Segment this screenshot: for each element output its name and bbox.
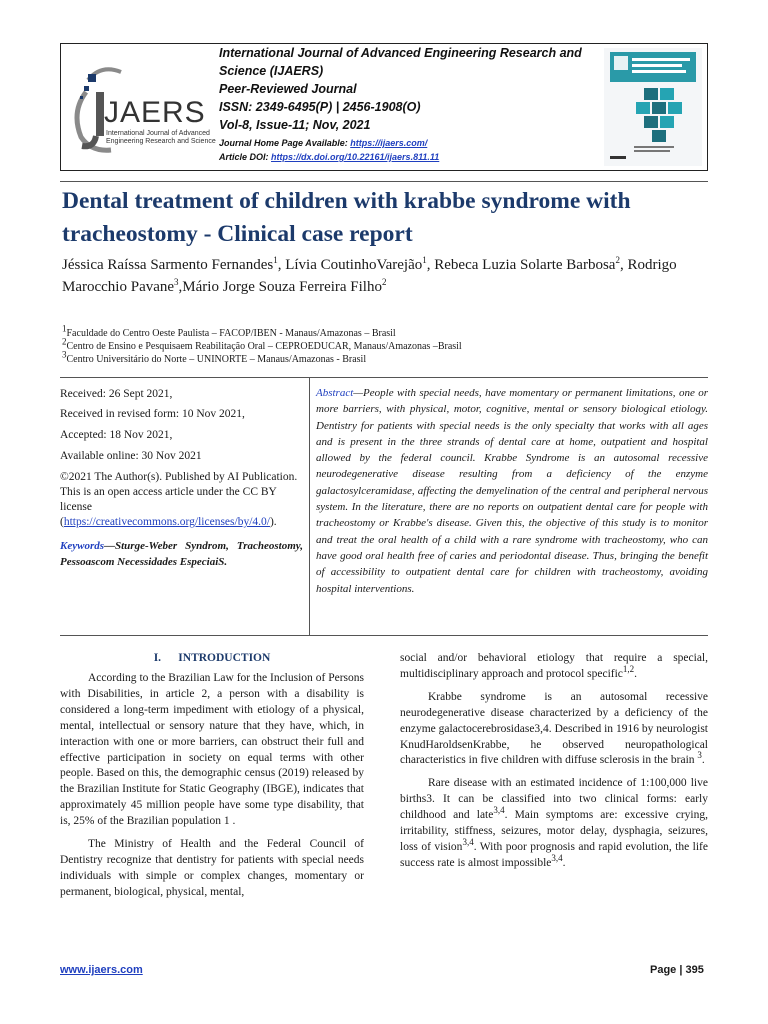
article-doi-label: Article DOI:	[219, 152, 272, 162]
journal-home-line	[219, 137, 427, 149]
intro-paragraph-3-end: .	[634, 667, 638, 680]
author-list: Jéssica Raíssa Sarmento Fernandes$^1$, Lívia CoutinhoVarejão$^1$, Rebeca Luzia Solarte Barbosa$^2$, Rodrigo Marocchio Pavane$^3$,Mário Jorge Souza Ferreira Filho$^2$	[62, 255, 677, 295]
received-date: Received: 26 Sept 2021,	[60, 388, 173, 400]
intro-paragraph-5-text-b: . Main symptoms are: excessive crying, irritability, stiffness, seizures, motor delay, dysphagia, seizures, loss of vision	[400, 809, 708, 853]
copyright-notice: ©2021 The Author(s). Published by AI Publication. This is an open access article under the CC BY license (https://creativecommons.org/licenses/by/4.0/).	[60, 471, 298, 528]
intro-paragraph-5	[400, 776, 708, 871]
abstract	[316, 385, 708, 597]
body-column-right	[400, 651, 708, 872]
article-title: Dental treatment of children with krabbe syndrome with tracheostomy - Clinical case report	[62, 188, 631, 247]
affiliation-2-text: Centro de Ensino e Pesquisaem Reabilitação Oral – CEPROEDUCAR, Manaus/Amazonas –Brasil	[66, 341, 462, 352]
journal-volume: Vol-8, Issue-11; Nov, 2021	[219, 118, 371, 132]
journal-logo	[66, 52, 216, 162]
intro-paragraph-5-end: .	[562, 856, 566, 869]
keywords-label: Keywords	[60, 540, 104, 552]
journal-home-label: Journal Home Page Available:	[219, 138, 351, 148]
journal-home-link[interactable]: https://ijaers.com/	[350, 138, 428, 148]
keywords-text: —Sturge-Weber Syndrom, Tracheostomy, Pessoascom Necessidades EspeciaiS.	[60, 540, 303, 568]
intro-paragraph-4-end: .	[701, 754, 705, 767]
citation-sup: 1,2	[622, 664, 635, 675]
article-doi-link[interactable]: https://dx.doi.org/10.22161/ijaers.811.11	[271, 152, 440, 162]
intro-paragraph-3-text: social and/or behavioral etiology that require a special, multidisciplinary approach and protocol specific	[400, 652, 708, 680]
citation-sup: 3,4	[493, 805, 505, 816]
footer-page-number: Page | 395	[650, 964, 704, 976]
affiliation-3-text: Centro Universitário do Norte – UNINORTE – Manaus/Amazonas - Brasil	[66, 354, 367, 365]
revised-date: Received in revised form: 10 Nov 2021,	[60, 408, 245, 420]
affiliation-2: $^2$Centro de Ensino e Pesquisaem Reabilitação Oral – CEPROEDUCAR, Manaus/Amazonas –Brasil	[62, 336, 462, 352]
accepted-date: Accepted: 18 Nov 2021,	[60, 429, 173, 441]
intro-paragraph-1: According to the Brazilian Law for the Inclusion of Persons with Disabilities, in article 2, a person with a disability is considered a long-term impediment with etiology of a physical, mental, intellectual or sensory nature that they have, which, in interaction with one or more barriers, can obstruct their full and effective participation in society on equal terms with other people. Based on this, the demographic census (2019) released by the Brazilian Institute for Static Geography (IBGE), indicates that approximately 45 million people have some type disability, that is, 25% of the Brazilian population 1 .	[60, 672, 364, 828]
license-link[interactable]: https://creativecommons.org/licenses/by/4.0/	[63, 516, 270, 528]
journal-title: International Journal of Advanced Engineering Research and Science (IJAERS)	[219, 46, 582, 78]
citation-sup: 3,4	[462, 837, 474, 848]
footer-website-link[interactable]: www.ijaers.com	[60, 964, 143, 976]
online-date: Available online: 30 Nov 2021	[60, 450, 202, 462]
body-column-left	[60, 671, 364, 901]
header-divider	[60, 181, 708, 182]
copyright-text: ©2021 The Author(s). Published by AI Publication. This is an open access article under the CC BY license	[60, 471, 298, 513]
article-doi-line	[219, 151, 439, 163]
affiliation-1: $^1$Faculdade do Centro Oeste Paulista – FACOP/IBEN - Manaus/Amazonas – Brasil	[62, 323, 396, 339]
intro-paragraph-4	[400, 690, 708, 770]
intro-paragraph-3	[400, 651, 708, 683]
affiliation-1-text: Faculdade do Centro Oeste Paulista – FACOP/IBEN - Manaus/Amazonas – Brasil	[66, 328, 396, 339]
intro-paragraph-5-text-a: Rare disease with an estimated incidence of 1:100,000 live births3. It can be classified into two clinical forms: early childhood and late	[400, 777, 708, 822]
citation-sup: 3,4	[551, 853, 563, 864]
journal-cover-image	[604, 48, 702, 166]
intro-paragraph-2: The Ministry of Health and the Federal Council of Dentistry recognize that dentistry for patients with special needs individuals with simple or complex changes, momentary or permanent, biological, physical, mental,	[60, 838, 364, 898]
logo-subtitle-1: International Journal of Advanced	[106, 130, 210, 137]
journal-peer-reviewed: Peer-Reviewed Journal	[219, 82, 357, 96]
affiliation-3: $^3$Centro Universitário do Norte – UNINORTE – Manaus/Amazonas - Brasil	[62, 349, 367, 365]
abstract-text: —People with special needs, have momentary or permanent limitations, one or more barriers, with physical, motor, cognitive, mental or sensory biological etiology. Dentistry for patients with special needs is the only specialty that works with all ages and is present in the three strands of dental care at home, outpatient and hospital allowed by the federal council. Krabbe Syndrome is an autosomal recessive neurodegenerative disease resulting from a deficiency of the enzyme galactosylceramidase, affecting the demyelination of the central and peripheral nervous system. In the literature, there are no reports on outpatient dental care for people with tracheostomy or Krabbe's disease. Given this, the objective of this study is to monitor and treat the oral health of a child with a rare syndrome with tracheostomy, who can have good oral health free of caries and periodontal disease. Thus, bringing the benefit of accessibility to outpatient dental care for children with tracheostomy, avoiding hospital interventions.	[316, 387, 708, 595]
keywords	[60, 538, 303, 570]
meta-vertical-divider	[309, 377, 310, 635]
intro-paragraph-4-text: Krabbe syndrome is an autosomal recessive neurodegenerative disease characterized by a deficiency of the enzyme galactocerebrosidase3,4. Described in 1916 by neurologist KnudHaroldsenKrabbe, he observed neuropathological characteristics in five children with diffuse sclerosis in the brain	[400, 690, 708, 767]
intro-paragraph-5-text-c: . With poor prognosis and rapid evolution, the life success rate is almost impossible	[400, 840, 708, 869]
logo-wordmark: JAERS	[104, 96, 206, 129]
abstract-label: Abstract	[316, 387, 354, 399]
journal-issn: ISSN: 2349-6495(P) | 2456-1908(O)	[219, 100, 421, 114]
citation-sup: 3	[697, 750, 702, 761]
meta-top-divider	[60, 377, 708, 378]
logo-subtitle-2: Engineering Research and Science	[106, 138, 216, 145]
section-heading-introduction: I. INTRODUCTION	[153, 652, 271, 664]
meta-bottom-divider	[60, 635, 708, 636]
